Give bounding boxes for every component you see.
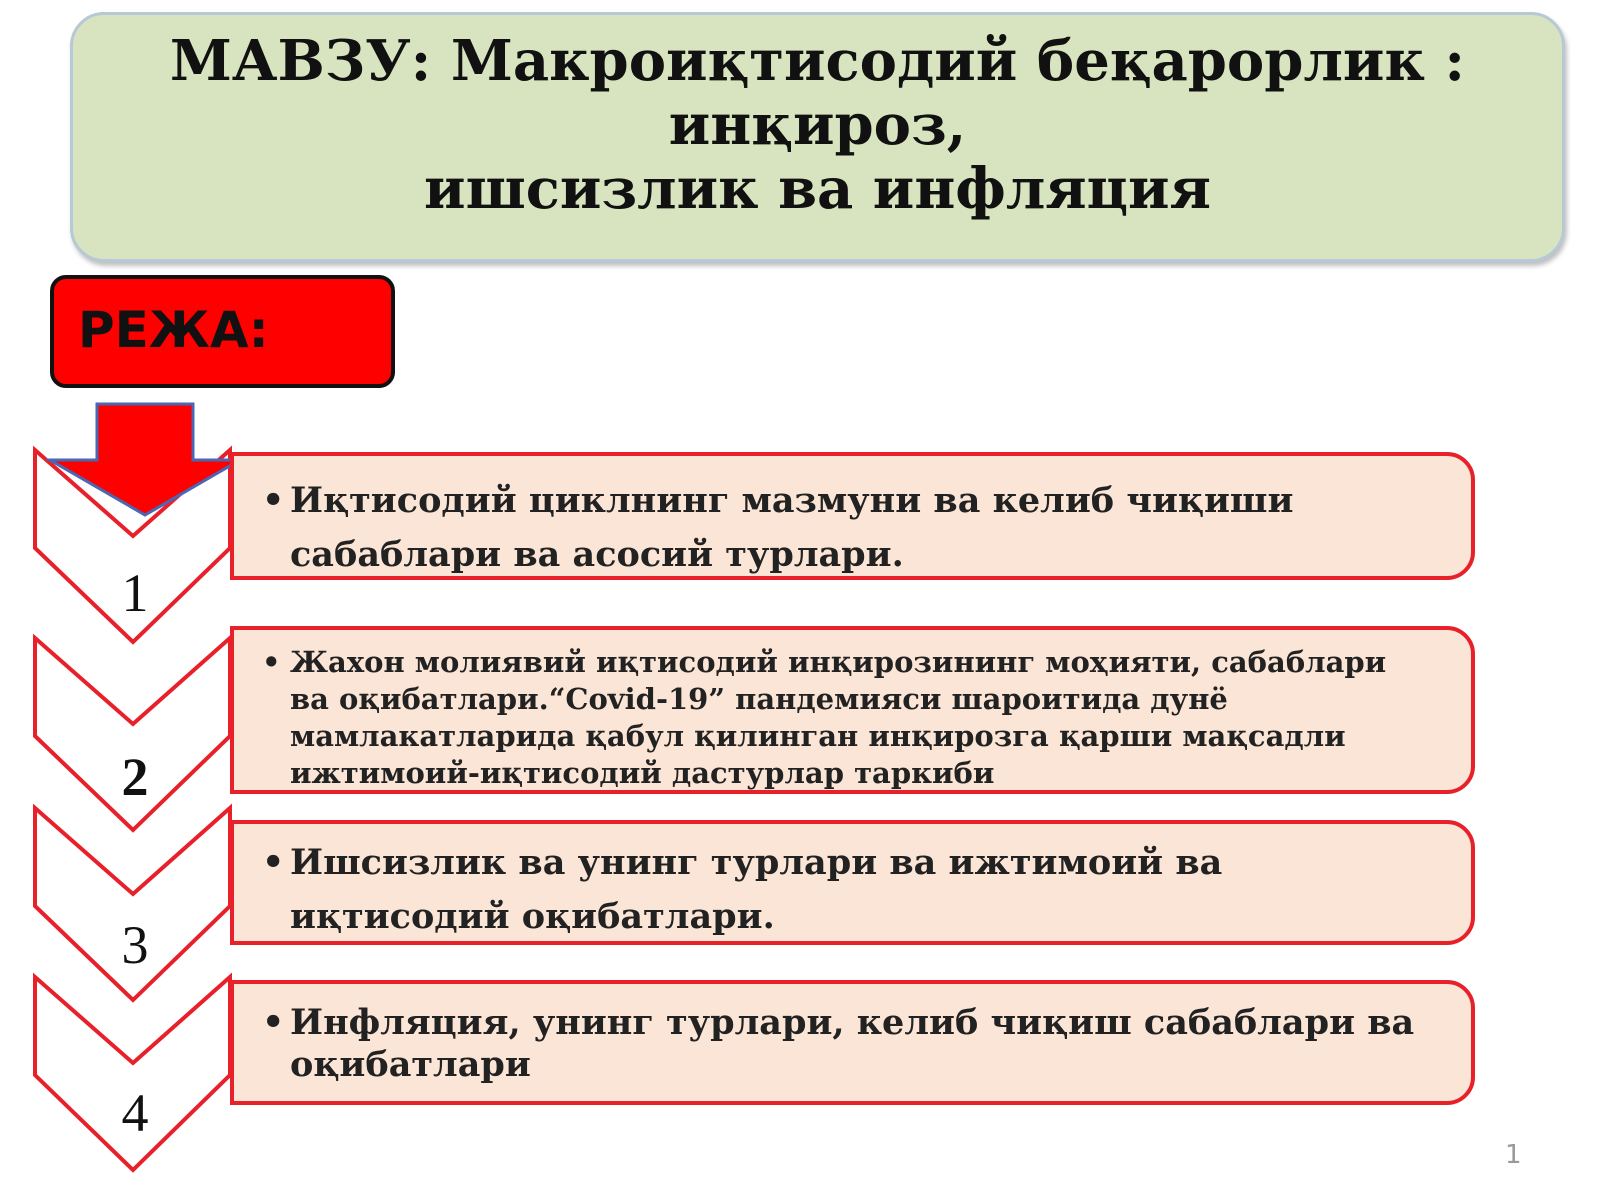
plan-item-2 (230, 626, 1475, 794)
plan-item-text: • Жахон молиявий иқтисодий инқирозининг моҳияти, сабаблари ва оқибатлари.“Covid-19” пандемияси шароитида дунё мамлакатларида қабул қилинган инқирозга қарши мақсадли ижтимоий-иқтисодий дастурлар таркиби (290, 644, 1431, 792)
topic-title-line-2: ишсизлик ва инфляция (424, 156, 1211, 222)
step-number-4: 4 (121, 1083, 149, 1143)
plan-item-3 (230, 820, 1475, 945)
plan-item-text: • Инфляция, унинг турлари, келиб чиқиш сабаблари ва оқибатлари (290, 1002, 1431, 1086)
plan-item-text: • Иқтисодий циклнинг мазмуни ва келиб чиқиши сабаблари ва асосий турлари. (290, 474, 1431, 582)
topic-title-line-1: МАВЗУ: Макроиқтисодий беқарорлик : инқироз, (169, 28, 1466, 158)
plan-item-1 (230, 452, 1475, 580)
step-number-1: 1 (121, 563, 149, 623)
step-number-2: 2 (121, 747, 149, 807)
plan-label: РЕЖА: (78, 301, 269, 359)
slide-page-number: 1 (1505, 1140, 1522, 1170)
step-number-3: 3 (121, 915, 149, 975)
plan-item-4 (230, 980, 1475, 1105)
plan-item-text: • Ишсизлик ва унинг турлари ва ижтимоий ва иқтисодий оқибатлари. (290, 836, 1431, 944)
